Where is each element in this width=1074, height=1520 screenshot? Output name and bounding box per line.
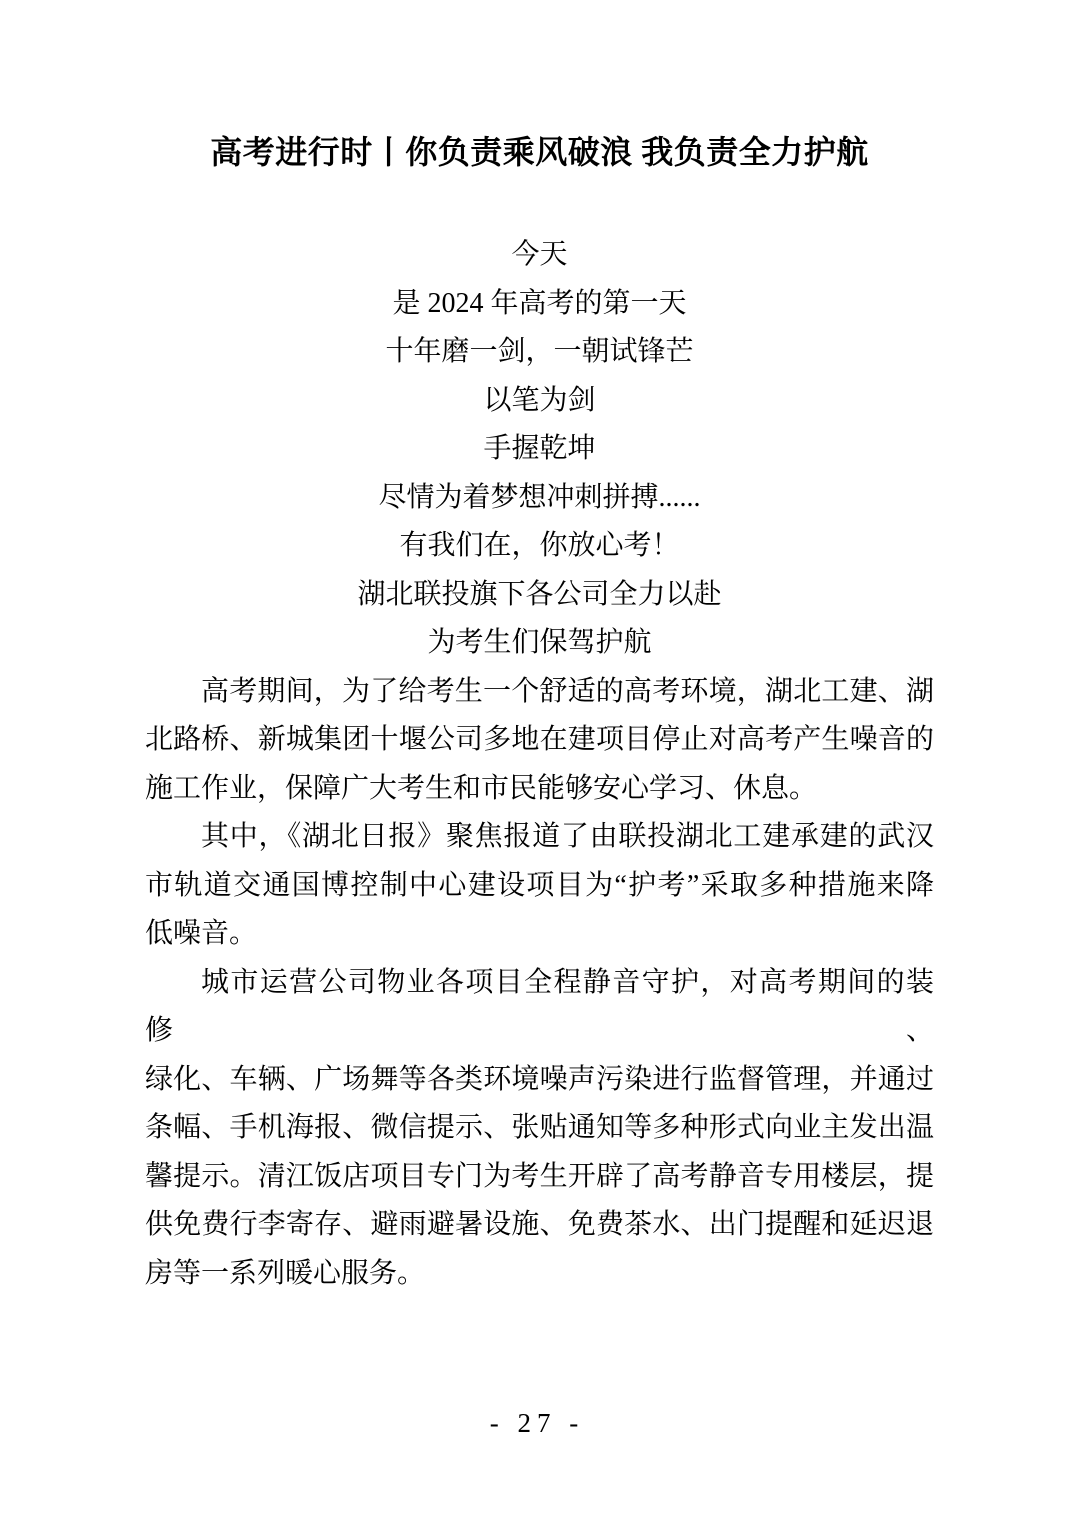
intro-line: 为考生们保驾护航 bbox=[427, 627, 652, 658]
body-line: 高考期间，为了给考生一个舒适的高考环境，湖北工建、湖 bbox=[201, 675, 934, 707]
page-title: 高考进行时丨你负责乘风破浪 我负责全力护航 bbox=[210, 134, 869, 170]
body-line: 施工作业，保障广大考生和市民能够安心学习、休息。 bbox=[145, 772, 818, 804]
body-line: 供免费行李寄存、避雨避暑设施、免费茶水、出门提醒和延迟退 bbox=[145, 1209, 934, 1240]
body-section bbox=[145, 668, 934, 1299]
body-line: 其中，《湖北日报》聚焦报道了由联投湖北工建承建的武汉 bbox=[201, 821, 934, 852]
body-line: 城市运营公司物业各项目全程静音守护，对高考期间的装修、 bbox=[145, 966, 934, 1046]
intro-line: 尽情为着梦想冲刺拼搏...... bbox=[378, 481, 701, 513]
intro-line: 有我们在，你放心考！ bbox=[399, 530, 680, 561]
body-line: 条幅、手机海报、微信提示、张贴通知等多种形式向业主发出温 bbox=[145, 1112, 934, 1143]
body-line: 绿化、车辆、广场舞等各类环境噪声污染进行监督管理，并通过 bbox=[145, 1063, 934, 1095]
paragraph bbox=[145, 668, 934, 814]
intro-line: 今天 bbox=[511, 239, 568, 270]
intro-line: 湖北联投旗下各公司全力以赴 bbox=[357, 578, 722, 610]
intro-line: 手握乾坤 bbox=[483, 433, 596, 464]
body-line: 低噪音。 bbox=[145, 918, 258, 949]
page-footer bbox=[0, 1408, 1074, 1439]
body-line: 房等一系列暖心服务。 bbox=[145, 1257, 426, 1289]
intro-section bbox=[145, 231, 934, 668]
paragraph bbox=[145, 959, 934, 1299]
body-line: 北路桥、新城集团十堰公司多地在建项目停止对高考产生噪音的 bbox=[145, 724, 934, 755]
page-number: - 27 - bbox=[489, 1408, 585, 1438]
intro-line: 是 2024 年高考的第一天 bbox=[392, 287, 687, 319]
body-line: 市轨道交通国博控制中心建设项目为“护考”采取多种措施来降 bbox=[145, 869, 934, 901]
body-line: 馨提示。清江饭店项目专门为考生开辟了高考静音专用楼层，提 bbox=[145, 1160, 934, 1192]
paragraph bbox=[145, 813, 934, 959]
intro-line: 以笔为剑 bbox=[483, 384, 596, 416]
intro-line: 十年磨一剑，一朝试锋芒 bbox=[385, 336, 694, 367]
